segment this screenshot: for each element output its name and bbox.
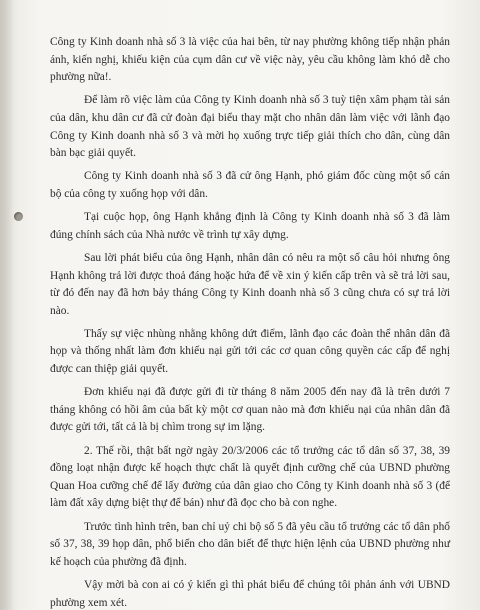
punch-hole: [14, 212, 23, 221]
paragraph-2: Để làm rõ việc làm của Công ty Kinh doanh nhà số 3 tuỳ tiện xâm phạm tài sản của dân, khu dân cư đã cử đoàn đại biểu thay mặt cho nhân dân làm việc với lãnh đạo Công ty Kinh doanh nhà số 3 và mời họ xuống trực tiếp giải thích cho dân, cùng dân bàn bạc giải quyết.: [50, 94, 450, 160]
paragraph-5: Sau lời phát biểu của ông Hạnh, nhân dân có nêu ra một số câu hỏi nhưng ông Hạnh không trả lời được thoả đáng hoặc hứa để về xin ý kiến cấp trên và sẽ trả lời sau, từ đó đến nay đã hơn bảy tháng Công ty Kinh doanh nhà số 3 cũng chưa có sự trả lời nào.: [50, 251, 450, 317]
paragraph-3: Công ty Kinh doanh nhà số 3 đã cử ông Hạnh, phó giám đốc cùng một số cán bộ của công ty xuống họp với dân.: [50, 170, 450, 200]
document-body: [50, 34, 450, 610]
paragraph-8: 2. Thế rồi, thật bất ngờ ngày 20/3/2006 các tổ trưởng các tổ dân số 37, 38, 39 đồng loạt nhận được kế hoạch thực chất là quyết định cưỡng chế của UBND phường Quan Hoa cưỡng chế để lấy đường của dân giao cho Công ty Kinh doanh nhà số 3 (để làm đất xây dựng biệt thự để bán) như đã đọc cho bà con nghe.: [50, 444, 450, 510]
paragraph-6: Thấy sự việc nhùng nhằng không dứt điểm, lãnh đạo các đoàn thể nhân dân đã họp và thống nhất làm đơn khiếu nại gửi tới các cơ quan công quyền các cấp để nghị được can thiệp giải quyết.: [50, 327, 450, 376]
paragraph-10: Vậy mời bà con ai có ý kiến gì thì phát biểu để chúng tôi phản ánh với UBND phường xem xét.: [50, 578, 450, 609]
paragraph-7: Đơn khiếu nại đã được gửi đi từ tháng 8 năm 2005 đến nay đã là trên dưới 7 tháng không có hồi âm của bất kỳ một cơ quan nào mà đơn khiếu nại của nhân dân đã được gửi tới, tất cả là bị chìm trong sự im lặng.: [50, 386, 450, 434]
paragraph-1: Công ty Kinh doanh nhà số 3 là việc của hai bên, từ nay phường không tiếp nhận phản ánh, kiến nghị, khiếu kiện của cụm dân cư về việc này, yêu cầu không làm khó dễ cho phường nữa!.: [50, 36, 450, 84]
binding-shadow: [0, 0, 14, 610]
paragraph-9: Trước tình hình trên, ban chỉ uỷ chi bộ số 5 đã yêu cầu tổ trưởng các tổ dân phố số 37, 38, 39 họp dân, phổ biến cho dân biết để thực hiện lệnh của UBND phường như kế hoạch của phường đã định.: [50, 520, 450, 568]
paragraph-4: Tại cuộc họp, ông Hạnh khẳng định là Công ty Kinh doanh nhà số 3 đã làm đúng chính sách của Nhà nước về trình tự xây dựng.: [50, 211, 450, 241]
